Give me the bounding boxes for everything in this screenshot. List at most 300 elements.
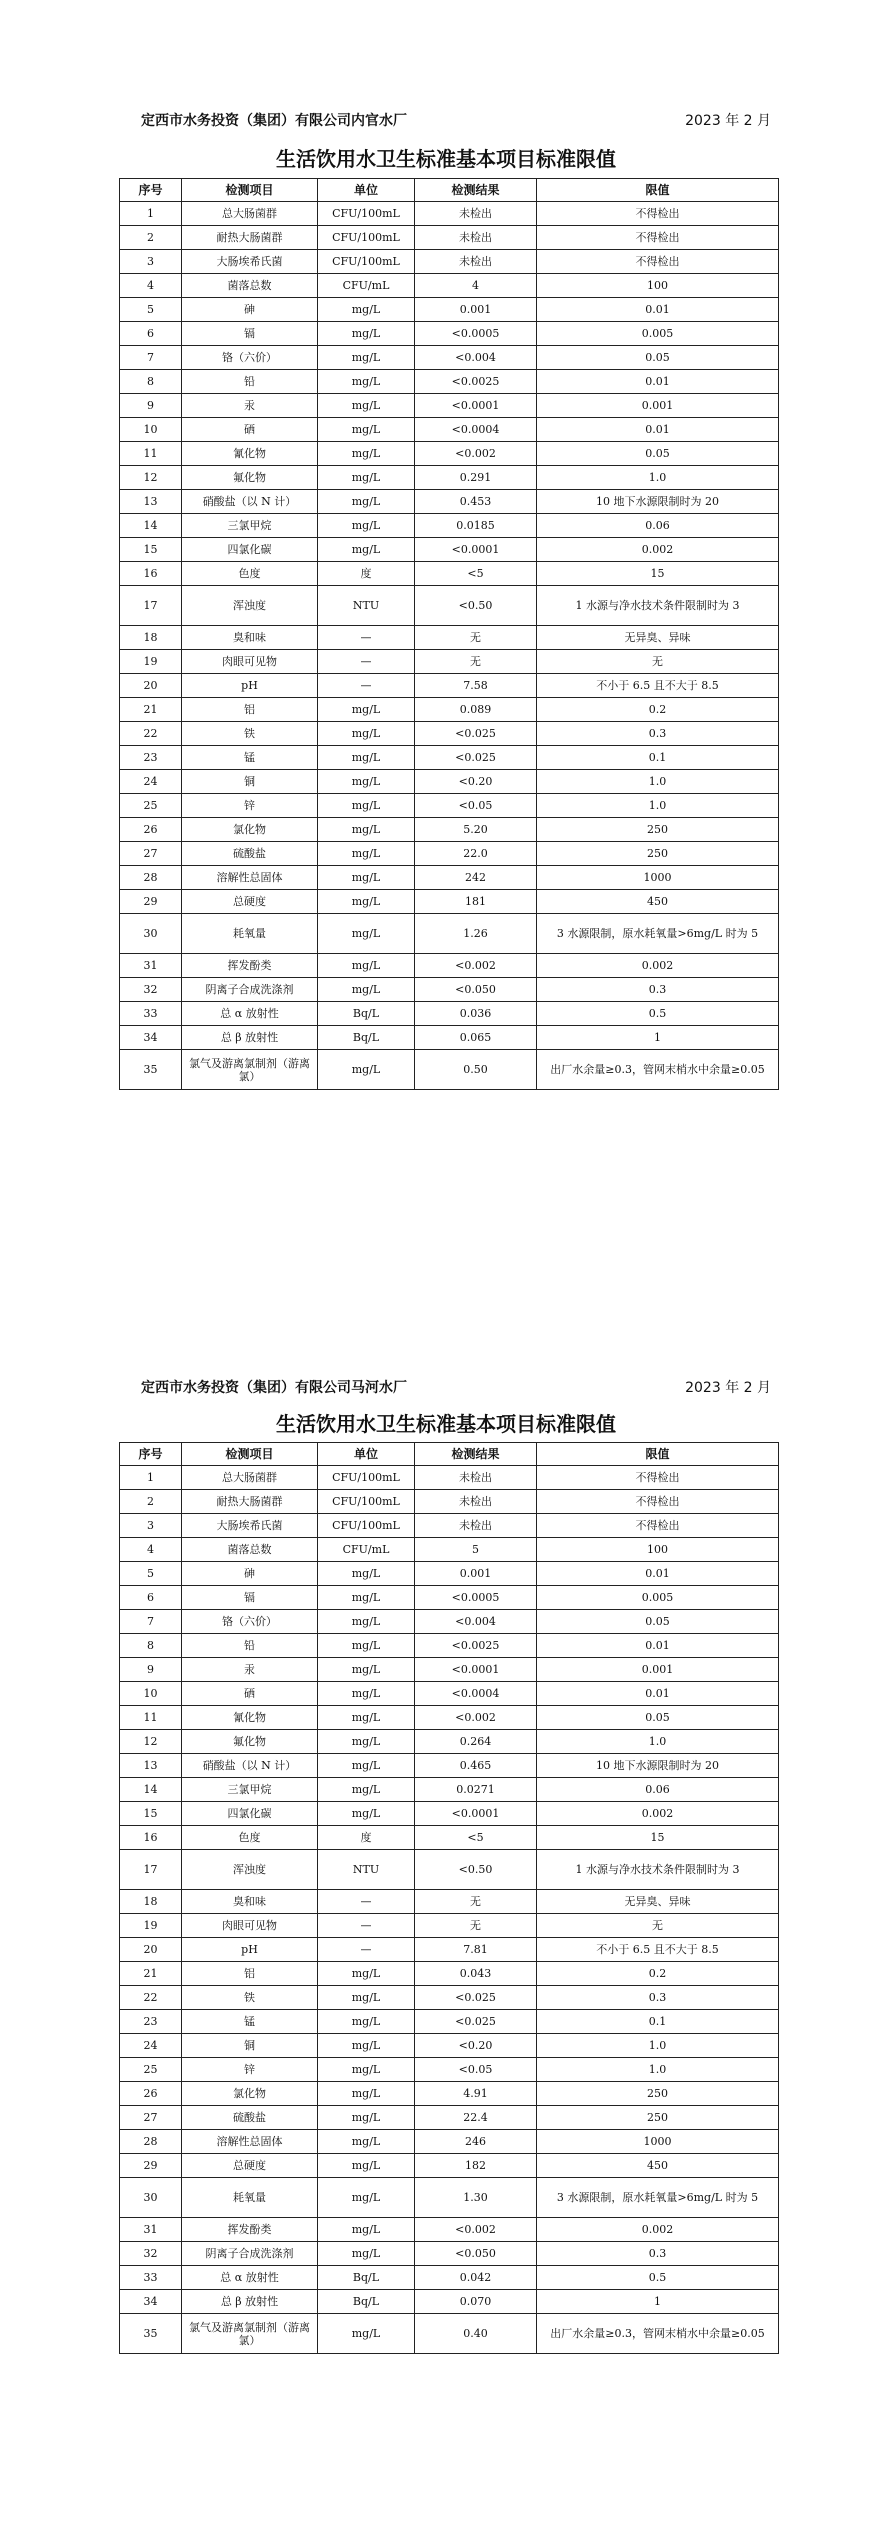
cell-item: 溶解性总固体 (182, 866, 318, 890)
table-row (120, 722, 779, 746)
cell-item: pH (182, 674, 318, 698)
cell-item: 铬（六价） (182, 346, 318, 370)
cell-limit: 不小于 6.5 且不大于 8.5 (537, 674, 779, 698)
cell-item: 总 β 放射性 (182, 1026, 318, 1050)
cell-limit: 0.5 (537, 1002, 779, 1026)
cell-result: 5.20 (415, 818, 537, 842)
cell-unit: mg/L (318, 1586, 415, 1610)
cell-unit: Bq/L (318, 1002, 415, 1026)
cell-unit: mg/L (318, 490, 415, 514)
table-row (120, 250, 779, 274)
cell-index: 2 (120, 226, 182, 250)
cell-unit: mg/L (318, 1962, 415, 1986)
cell-result: 246 (415, 2130, 537, 2154)
table-body (120, 202, 779, 1090)
cell-limit: 0.002 (537, 954, 779, 978)
cell-unit: mg/L (318, 818, 415, 842)
cell-index: 13 (120, 490, 182, 514)
cell-result: 未检出 (415, 1466, 537, 1490)
table-row (120, 2082, 779, 2106)
cell-result: 无 (415, 650, 537, 674)
table-row (120, 794, 779, 818)
cell-item: 溶解性总固体 (182, 2130, 318, 2154)
cell-unit: — (318, 1938, 415, 1962)
cell-result: 未检出 (415, 250, 537, 274)
table-row (120, 1634, 779, 1658)
cell-item: 镉 (182, 322, 318, 346)
cell-limit: 0.005 (537, 1586, 779, 1610)
cell-result: <0.002 (415, 954, 537, 978)
cell-limit: 1.0 (537, 770, 779, 794)
cell-limit: 0.005 (537, 322, 779, 346)
cell-index: 8 (120, 1634, 182, 1658)
cell-limit: 0.01 (537, 418, 779, 442)
cell-index: 28 (120, 866, 182, 890)
cell-index: 18 (120, 1890, 182, 1914)
cell-limit: 1 (537, 2290, 779, 2314)
cell-result: <5 (415, 562, 537, 586)
table-row (120, 954, 779, 978)
standards-table (119, 178, 779, 1090)
column-header: 检测结果 (415, 179, 537, 202)
cell-item: 耐热大肠菌群 (182, 226, 318, 250)
cell-result: 0.001 (415, 1562, 537, 1586)
cell-item: 色度 (182, 1826, 318, 1850)
cell-limit: 0.002 (537, 1802, 779, 1826)
cell-limit: 1.0 (537, 794, 779, 818)
cell-limit: 0.3 (537, 978, 779, 1002)
cell-index: 18 (120, 626, 182, 650)
column-header: 单位 (318, 179, 415, 202)
cell-unit: CFU/100mL (318, 1514, 415, 1538)
cell-result: <0.0005 (415, 322, 537, 346)
cell-result: <0.0001 (415, 538, 537, 562)
cell-item: 氟化物 (182, 1730, 318, 1754)
table-row (120, 394, 779, 418)
cell-limit: 1000 (537, 2130, 779, 2154)
column-header: 序号 (120, 1443, 182, 1466)
cell-result: <0.0001 (415, 1802, 537, 1826)
table-row (120, 322, 779, 346)
report-title: 生活饮用水卫生标准基本项目标准限值 (276, 147, 616, 171)
cell-index: 6 (120, 322, 182, 346)
table-row (120, 2106, 779, 2130)
cell-item: 硫酸盐 (182, 2106, 318, 2130)
cell-limit: 0.01 (537, 1682, 779, 1706)
cell-result: <0.0025 (415, 370, 537, 394)
cell-item: 硒 (182, 418, 318, 442)
cell-unit: mg/L (318, 770, 415, 794)
cell-unit: mg/L (318, 842, 415, 866)
cell-item: 总硬度 (182, 2154, 318, 2178)
cell-item: 砷 (182, 1562, 318, 1586)
cell-result: 0.070 (415, 2290, 537, 2314)
cell-limit: 10 地下水源限制时为 20 (537, 490, 779, 514)
cell-index: 13 (120, 1754, 182, 1778)
cell-unit: mg/L (318, 722, 415, 746)
cell-limit: 3 水源限制，原水耗氧量>6mg/L 时为 5 (537, 914, 779, 954)
cell-unit: mg/L (318, 1658, 415, 1682)
table-row (120, 418, 779, 442)
cell-result: <0.025 (415, 722, 537, 746)
cell-limit: 0.05 (537, 1610, 779, 1634)
cell-item: 铜 (182, 770, 318, 794)
cell-result: 未检出 (415, 202, 537, 226)
cell-index: 17 (120, 1850, 182, 1890)
cell-result: 无 (415, 1914, 537, 1938)
cell-item: 浑浊度 (182, 1850, 318, 1890)
cell-item: 铅 (182, 1634, 318, 1658)
cell-index: 10 (120, 1682, 182, 1706)
cell-limit: 无 (537, 1914, 779, 1938)
cell-index: 30 (120, 2178, 182, 2218)
cell-unit: mg/L (318, 1802, 415, 1826)
cell-unit: mg/L (318, 2034, 415, 2058)
column-header: 限值 (537, 179, 779, 202)
cell-unit: CFU/100mL (318, 226, 415, 250)
cell-item: 挥发酚类 (182, 2218, 318, 2242)
report-date: 2023 年 2 月 (685, 113, 771, 129)
cell-unit: mg/L (318, 2082, 415, 2106)
company-name: 定西市水务投资（集团）有限公司马河水厂 (141, 1380, 407, 1396)
cell-result: 0.0185 (415, 514, 537, 538)
cell-limit: 0.01 (537, 370, 779, 394)
table-body (120, 1466, 779, 2354)
cell-limit: 0.002 (537, 538, 779, 562)
table-row (120, 1682, 779, 1706)
cell-limit: 0.1 (537, 2010, 779, 2034)
cell-item: 氰化物 (182, 442, 318, 466)
cell-index: 33 (120, 1002, 182, 1026)
cell-index: 14 (120, 1778, 182, 1802)
cell-limit: 250 (537, 818, 779, 842)
cell-index: 21 (120, 1962, 182, 1986)
cell-item: 锌 (182, 794, 318, 818)
cell-item: 氯化物 (182, 2082, 318, 2106)
cell-index: 20 (120, 674, 182, 698)
cell-result: 无 (415, 626, 537, 650)
table-row (120, 1466, 779, 1490)
cell-unit: mg/L (318, 794, 415, 818)
cell-unit: mg/L (318, 1730, 415, 1754)
cell-item: 总 α 放射性 (182, 1002, 318, 1026)
cell-item: pH (182, 1938, 318, 1962)
cell-unit: CFU/100mL (318, 250, 415, 274)
cell-index: 6 (120, 1586, 182, 1610)
cell-index: 8 (120, 370, 182, 394)
cell-result: 22.0 (415, 842, 537, 866)
cell-item: 大肠埃希氏菌 (182, 250, 318, 274)
cell-item: 挥发酚类 (182, 954, 318, 978)
cell-unit: mg/L (318, 1986, 415, 2010)
cell-result: 7.58 (415, 674, 537, 698)
cell-result: <0.002 (415, 442, 537, 466)
cell-unit: mg/L (318, 2010, 415, 2034)
cell-index: 26 (120, 2082, 182, 2106)
cell-result: <0.0001 (415, 1658, 537, 1682)
table-row (120, 1002, 779, 1026)
table-row (120, 626, 779, 650)
cell-unit: mg/L (318, 914, 415, 954)
cell-unit: mg/L (318, 2058, 415, 2082)
cell-item: 总 α 放射性 (182, 2266, 318, 2290)
table-row (120, 538, 779, 562)
cell-unit: Bq/L (318, 1026, 415, 1050)
cell-result: 0.264 (415, 1730, 537, 1754)
cell-unit: mg/L (318, 1610, 415, 1634)
cell-result: <0.025 (415, 1986, 537, 2010)
table-row (120, 2154, 779, 2178)
cell-result: 4.91 (415, 2082, 537, 2106)
cell-result: <0.0025 (415, 1634, 537, 1658)
cell-item: 汞 (182, 1658, 318, 1682)
cell-item: 肉眼可见物 (182, 1914, 318, 1938)
cell-index: 21 (120, 698, 182, 722)
cell-item: 三氯甲烷 (182, 1778, 318, 1802)
cell-result: 22.4 (415, 2106, 537, 2130)
cell-result: <0.0004 (415, 1682, 537, 1706)
cell-result: 未检出 (415, 1514, 537, 1538)
cell-limit: 0.5 (537, 2266, 779, 2290)
cell-limit: 不得检出 (537, 1514, 779, 1538)
cell-result: <0.025 (415, 2010, 537, 2034)
cell-unit: mg/L (318, 2130, 415, 2154)
cell-limit: 不得检出 (537, 226, 779, 250)
cell-limit: 0.05 (537, 442, 779, 466)
cell-item: 菌落总数 (182, 274, 318, 298)
column-header: 检测项目 (182, 1443, 318, 1466)
cell-index: 26 (120, 818, 182, 842)
cell-limit: 450 (537, 890, 779, 914)
cell-index: 12 (120, 466, 182, 490)
cell-limit: 1.0 (537, 466, 779, 490)
table-row (120, 2130, 779, 2154)
cell-unit: Bq/L (318, 2290, 415, 2314)
cell-limit: 450 (537, 2154, 779, 2178)
cell-item: 阴离子合成洗涤剂 (182, 2242, 318, 2266)
cell-index: 3 (120, 250, 182, 274)
cell-result: <0.20 (415, 770, 537, 794)
cell-item: 氯气及游离氯制剂（游离氯） (182, 1050, 318, 1090)
cell-result: 未检出 (415, 226, 537, 250)
cell-unit: CFU/100mL (318, 202, 415, 226)
table-row (120, 442, 779, 466)
cell-index: 34 (120, 1026, 182, 1050)
cell-index: 17 (120, 586, 182, 626)
table-row (120, 1730, 779, 1754)
cell-result: <0.05 (415, 794, 537, 818)
cell-index: 15 (120, 538, 182, 562)
cell-unit: mg/L (318, 346, 415, 370)
cell-unit: mg/L (318, 866, 415, 890)
cell-limit: 1000 (537, 866, 779, 890)
cell-item: 氯化物 (182, 818, 318, 842)
table-row (120, 698, 779, 722)
cell-index: 4 (120, 274, 182, 298)
column-header: 检测项目 (182, 179, 318, 202)
column-header: 限值 (537, 1443, 779, 1466)
table-row (120, 226, 779, 250)
cell-result: <0.05 (415, 2058, 537, 2082)
cell-unit: 度 (318, 1826, 415, 1850)
cell-unit: — (318, 1914, 415, 1938)
cell-result: 0.065 (415, 1026, 537, 1050)
table-row (120, 1586, 779, 1610)
cell-item: 耗氧量 (182, 2178, 318, 2218)
table-row (120, 514, 779, 538)
cell-index: 24 (120, 770, 182, 794)
cell-item: 耗氧量 (182, 914, 318, 954)
table-row (120, 1914, 779, 1938)
cell-index: 11 (120, 442, 182, 466)
cell-item: 锌 (182, 2058, 318, 2082)
table-row (120, 346, 779, 370)
cell-limit: 不得检出 (537, 250, 779, 274)
cell-item: 铁 (182, 1986, 318, 2010)
cell-index: 4 (120, 1538, 182, 1562)
cell-index: 30 (120, 914, 182, 954)
cell-item: 硒 (182, 1682, 318, 1706)
cell-item: 镉 (182, 1586, 318, 1610)
cell-result: 182 (415, 2154, 537, 2178)
cell-item: 砷 (182, 298, 318, 322)
cell-unit: mg/L (318, 418, 415, 442)
cell-limit: 不得检出 (537, 202, 779, 226)
cell-unit: mg/L (318, 1754, 415, 1778)
cell-item: 锰 (182, 746, 318, 770)
cell-index: 24 (120, 2034, 182, 2058)
cell-result: <0.0004 (415, 418, 537, 442)
cell-limit: 0.06 (537, 514, 779, 538)
cell-index: 10 (120, 418, 182, 442)
cell-item: 铝 (182, 1962, 318, 1986)
table-row (120, 770, 779, 794)
cell-item: 臭和味 (182, 1890, 318, 1914)
cell-item: 总 β 放射性 (182, 2290, 318, 2314)
table-row (120, 650, 779, 674)
cell-unit: mg/L (318, 1682, 415, 1706)
cell-result: <0.004 (415, 346, 537, 370)
cell-index: 28 (120, 2130, 182, 2154)
cell-result: <0.025 (415, 746, 537, 770)
cell-index: 31 (120, 2218, 182, 2242)
table-row (120, 466, 779, 490)
table-row (120, 1050, 779, 1090)
cell-item: 铁 (182, 722, 318, 746)
cell-item: 氯气及游离氯制剂（游离氯） (182, 2314, 318, 2354)
cell-result: 1.30 (415, 2178, 537, 2218)
cell-unit: mg/L (318, 2242, 415, 2266)
report-title: 生活饮用水卫生标准基本项目标准限值 (276, 1412, 616, 1436)
cell-unit: mg/L (318, 1634, 415, 1658)
table-row (120, 586, 779, 626)
cell-index: 33 (120, 2266, 182, 2290)
cell-item: 大肠埃希氏菌 (182, 1514, 318, 1538)
cell-result: <0.50 (415, 1850, 537, 1890)
cell-index: 5 (120, 1562, 182, 1586)
cell-item: 四氯化碳 (182, 538, 318, 562)
cell-unit: mg/L (318, 370, 415, 394)
cell-result: <0.004 (415, 1610, 537, 1634)
cell-index: 29 (120, 2154, 182, 2178)
table-row (120, 866, 779, 890)
cell-item: 氰化物 (182, 1706, 318, 1730)
cell-index: 2 (120, 1490, 182, 1514)
cell-result: 7.81 (415, 1938, 537, 1962)
cell-unit: mg/L (318, 1706, 415, 1730)
cell-limit: 15 (537, 562, 779, 586)
cell-result: 0.453 (415, 490, 537, 514)
cell-limit: 不小于 6.5 且不大于 8.5 (537, 1938, 779, 1962)
cell-limit: 250 (537, 2106, 779, 2130)
table-row (120, 2314, 779, 2354)
cell-item: 铬（六价） (182, 1610, 318, 1634)
cell-index: 27 (120, 2106, 182, 2130)
cell-limit: 0.01 (537, 1562, 779, 1586)
table-row (120, 842, 779, 866)
cell-index: 14 (120, 514, 182, 538)
cell-item: 菌落总数 (182, 1538, 318, 1562)
cell-limit: 0.1 (537, 746, 779, 770)
cell-index: 35 (120, 1050, 182, 1090)
cell-index: 7 (120, 1610, 182, 1634)
table-row (120, 1754, 779, 1778)
column-header: 单位 (318, 1443, 415, 1466)
cell-unit: mg/L (318, 1778, 415, 1802)
cell-result: 0.50 (415, 1050, 537, 1090)
cell-index: 11 (120, 1706, 182, 1730)
cell-index: 22 (120, 722, 182, 746)
cell-unit: — (318, 650, 415, 674)
cell-index: 19 (120, 650, 182, 674)
cell-limit: 15 (537, 1826, 779, 1850)
cell-limit: 3 水源限制，原水耗氧量>6mg/L 时为 5 (537, 2178, 779, 2218)
cell-item: 阴离子合成洗涤剂 (182, 978, 318, 1002)
cell-item: 臭和味 (182, 626, 318, 650)
cell-unit: NTU (318, 1850, 415, 1890)
table-header-row (120, 1443, 779, 1466)
cell-unit: CFU/100mL (318, 1490, 415, 1514)
cell-index: 25 (120, 794, 182, 818)
cell-result: <0.50 (415, 586, 537, 626)
cell-result: <0.0005 (415, 1586, 537, 1610)
cell-index: 1 (120, 202, 182, 226)
cell-index: 23 (120, 746, 182, 770)
cell-unit: mg/L (318, 1562, 415, 1586)
cell-limit: 0.001 (537, 1658, 779, 1682)
cell-limit: 不得检出 (537, 1466, 779, 1490)
cell-limit: 250 (537, 2082, 779, 2106)
cell-unit: mg/L (318, 322, 415, 346)
cell-item: 耐热大肠菌群 (182, 1490, 318, 1514)
cell-limit: 100 (537, 1538, 779, 1562)
cell-limit: 0.3 (537, 722, 779, 746)
report-header (141, 1377, 771, 1399)
cell-index: 34 (120, 2290, 182, 2314)
table-row (120, 1026, 779, 1050)
cell-unit: NTU (318, 586, 415, 626)
cell-limit: 0.05 (537, 346, 779, 370)
cell-result: <0.002 (415, 2218, 537, 2242)
cell-item: 肉眼可见物 (182, 650, 318, 674)
cell-limit: 0.01 (537, 298, 779, 322)
cell-item: 硫酸盐 (182, 842, 318, 866)
cell-limit: 1.0 (537, 1730, 779, 1754)
table-row (120, 1962, 779, 1986)
cell-unit: CFU/mL (318, 274, 415, 298)
cell-result: 242 (415, 866, 537, 890)
cell-item: 铅 (182, 370, 318, 394)
